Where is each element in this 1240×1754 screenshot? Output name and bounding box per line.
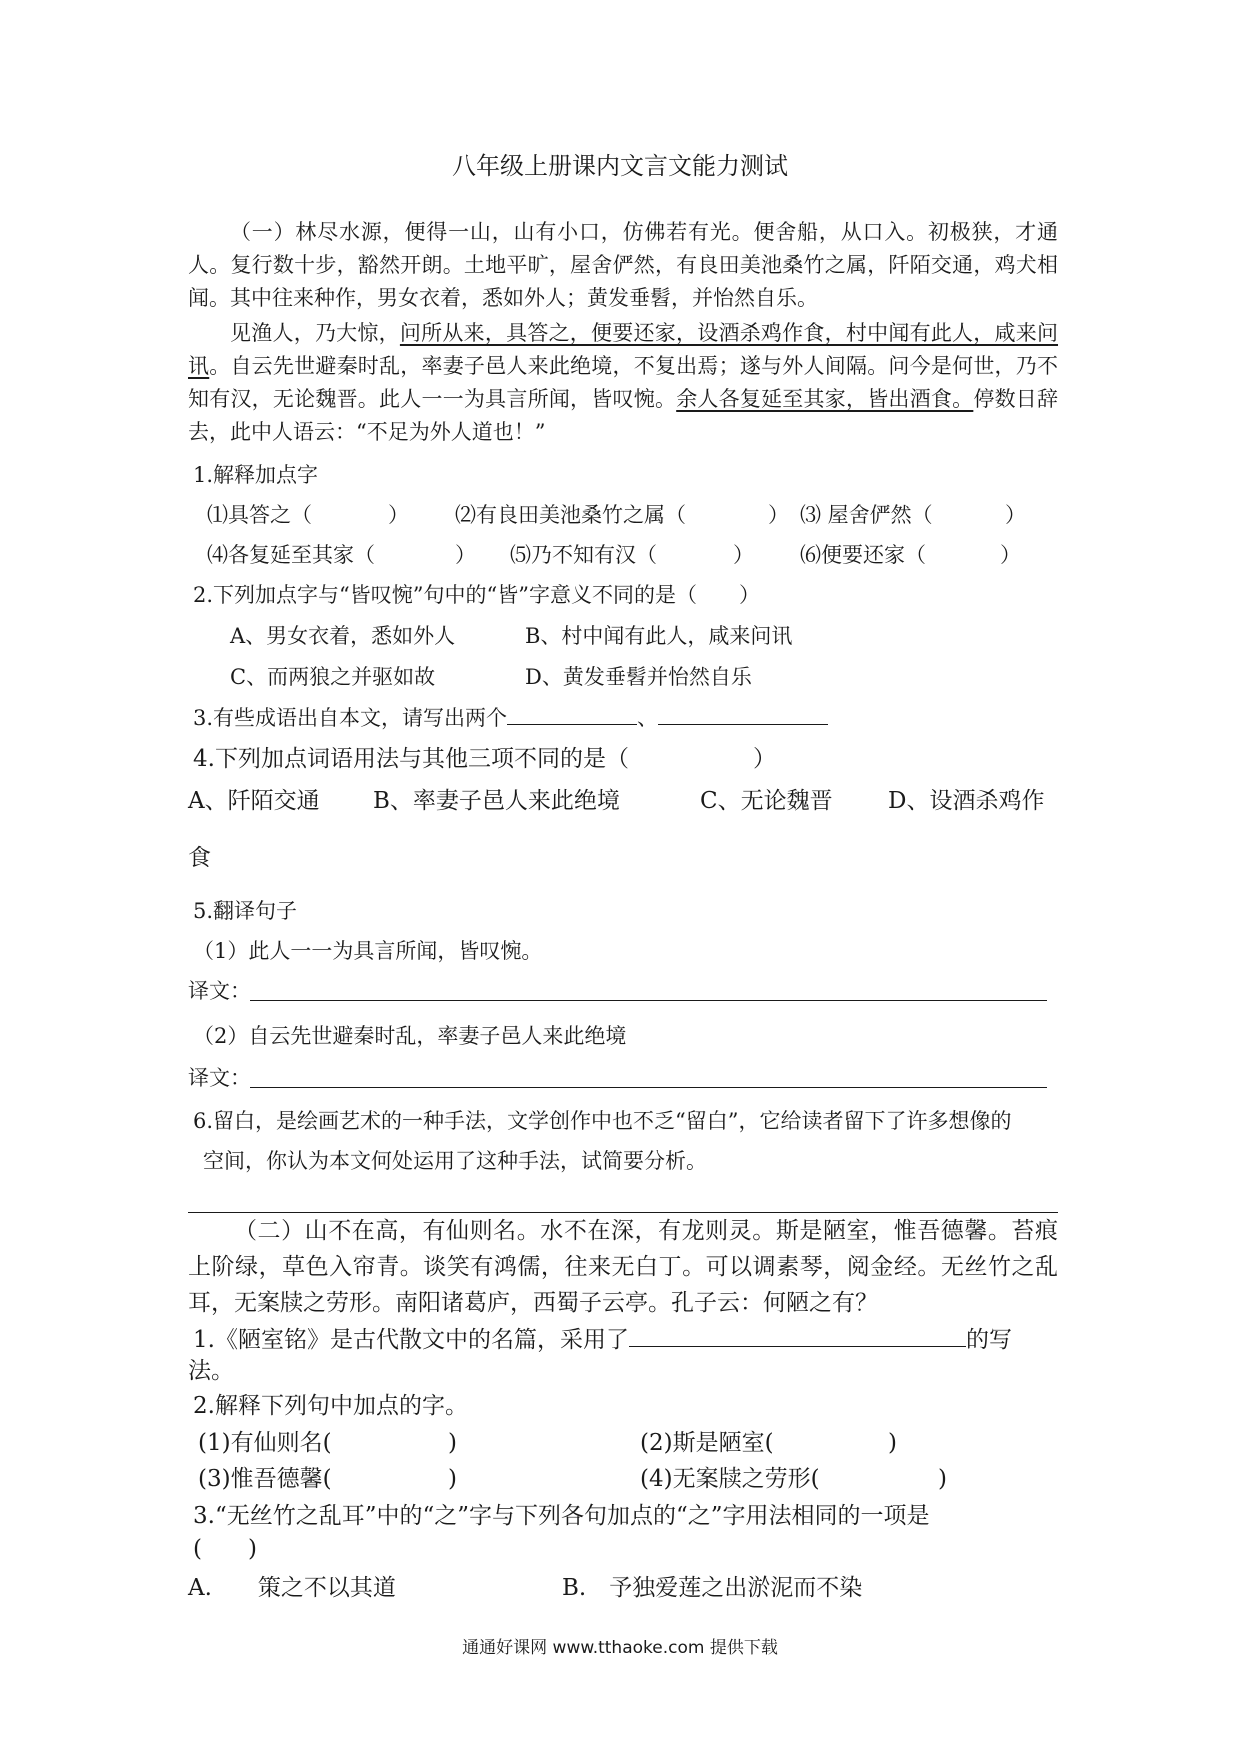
q1-item-3-close: ） bbox=[1005, 503, 1026, 527]
underlined-sentence-1: 问所从来，具答之，便要还家，设酒杀鸡作食，村中闻有此人，咸来问讯 bbox=[188, 321, 1059, 378]
q1-item-5-close: ） bbox=[733, 543, 754, 567]
question-2: 2.下列加点字与“皆叹惋”句中的“皆”字意义不同的是（ ） bbox=[193, 583, 760, 607]
q1-item-6: ⑹便要还家（ bbox=[800, 543, 926, 567]
q2-option-a: A、男女衣着，悉如外人 bbox=[230, 624, 456, 648]
q4-option-d: D、设酒杀鸡作 bbox=[888, 788, 1045, 814]
s2-q2-item-1: (1)有仙则名( bbox=[198, 1430, 332, 1456]
q1-item-4: ⑷各复延至其家（ bbox=[207, 543, 375, 567]
q2-option-d: D、黄发垂髫并怡然自乐 bbox=[525, 665, 752, 689]
q5-translation-label-1: 译文： bbox=[188, 979, 251, 1003]
passage-text: 停数日辞去，此中人语云：“不足为外人道也！” bbox=[188, 387, 1059, 444]
underlined-sentence-2: 余人各复延至其家，皆出酒食。 bbox=[676, 387, 974, 411]
q4-option-a: A、阡陌交通 bbox=[188, 788, 320, 814]
footer-credit: 通通好课网 www.tthaoke.com 提供下载 bbox=[462, 1638, 778, 1658]
s2-question-2: 2.解释下列句中加点的字。 bbox=[193, 1393, 468, 1419]
q3-separator: 、 bbox=[637, 706, 659, 730]
passage-text: 见渔人，乃大惊， bbox=[230, 321, 400, 345]
s2-q1-answer-blank[interactable] bbox=[629, 1322, 966, 1347]
question-6-line-1: 6.留白，是绘画艺术的一种手法，文学创作中也不乏“留白”，它给读者留下了许多想像的 bbox=[193, 1109, 1012, 1133]
s2-question-3-line-1: 3.“无丝竹之乱耳”中的“之”字与下列各句加点的“之”字用法相同的一项是 bbox=[193, 1503, 930, 1529]
q3-answer-blank-1[interactable] bbox=[507, 702, 637, 725]
s2-question-1-cont: 法。 bbox=[188, 1358, 234, 1384]
question-4: 4.下列加点词语用法与其他三项不同的是（ bbox=[193, 746, 629, 772]
q3-answer-blank-2[interactable] bbox=[658, 702, 828, 725]
s2-question-1 bbox=[193, 1322, 1012, 1358]
question-1: 1.解释加点字 bbox=[193, 463, 319, 487]
s2-q2-item-2-close: ) bbox=[888, 1430, 897, 1456]
s2-q2-item-3-close: ) bbox=[448, 1466, 457, 1492]
q2-option-c: C、而两狼之并驱如故 bbox=[230, 665, 436, 689]
q1-item-1-close: ） bbox=[388, 503, 409, 527]
q1-item-4-close: ） bbox=[455, 543, 476, 567]
s2-question-3-line-2: ( ) bbox=[193, 1536, 257, 1562]
s2-q2-item-3: (3)惟吾德馨( bbox=[198, 1466, 332, 1492]
q1-item-2-close: ） bbox=[768, 503, 789, 527]
s2-q2-item-2: (2)斯是陋室( bbox=[640, 1430, 774, 1456]
s2-q2-item-4: (4)无案牍之劳形( bbox=[640, 1466, 820, 1492]
passage-text: 。自云先世避秦时乱，率妻子邑人来此绝境，不复出焉；遂与外人间隔。问今是何世，乃不知有汉，无论魏晋。此人一一为具言所闻，皆叹惋。 bbox=[188, 354, 1059, 411]
q5-answer-line-1[interactable] bbox=[250, 1000, 1047, 1001]
s2-q3-option-a: A. 策之不以其道 bbox=[188, 1575, 396, 1601]
q2-option-b: B、村中闻有此人，咸来问讯 bbox=[525, 624, 793, 648]
s2-q3-option-b: B. 予独爱莲之出淤泥而不染 bbox=[562, 1575, 863, 1601]
q1-item-1: ⑴具答之（ bbox=[207, 503, 312, 527]
s2-q2-item-4-close: ) bbox=[938, 1466, 947, 1492]
question-6-line-2: 空间，你认为本文何处运用了这种手法，试简要分析。 bbox=[203, 1149, 707, 1173]
q5-sentence-2: （2）自云先世避秦时乱，率妻子邑人来此绝境 bbox=[193, 1024, 627, 1048]
question-3 bbox=[193, 702, 828, 735]
passage-1-paragraph-1: （一）林尽水源，便得一山，山有小口，仿佛若有光。便舍船，从口入。初极狭，才通人。复行数十步，豁然开朗。土地平旷，屋舍俨然，有良田美池桑竹之属，阡陌交通，鸡犬相闻。其中往来种作，男女衣着，悉如外人；黄发垂髫，并怡然自乐。 bbox=[188, 220, 1058, 310]
q1-item-3: ⑶ 屋舍俨然（ bbox=[800, 503, 933, 527]
q5-sentence-1: （1）此人一一为具言所闻，皆叹惋。 bbox=[193, 939, 543, 963]
passage-1-paragraph-2 bbox=[188, 317, 1058, 449]
q1-item-6-close: ） bbox=[1000, 543, 1021, 567]
q1-item-2: ⑵有良田美池桑竹之属（ bbox=[455, 503, 686, 527]
s2-q2-item-1-close: ) bbox=[448, 1430, 457, 1456]
q5-answer-line-2[interactable] bbox=[250, 1087, 1047, 1088]
page-title: 八年级上册课内文言文能力测试 bbox=[452, 152, 788, 180]
q5-translation-label-2: 译文： bbox=[188, 1066, 251, 1090]
q4-option-d-tail: 食 bbox=[188, 845, 211, 871]
question-5: 5.翻译句子 bbox=[193, 899, 298, 923]
passage-2: （二）山不在高，有仙则名。水不在深，有龙则灵。斯是陋室，惟吾德馨。苔痕上阶绿，草色入帘青。谈笑有鸿儒，往来无白丁。可以调素琴，阅金经。无丝竹之乱耳，无案牍之劳形。南阳诸葛庐，西蜀子云亭。孔子云：何陋之有？ bbox=[188, 1218, 1058, 1316]
q4-option-c: C、无论魏晋 bbox=[700, 788, 833, 814]
q3-text: 3.有些成语出自本文，请写出两个 bbox=[193, 706, 508, 730]
s2-q1-text: 1.《陋室铭》是古代散文中的名篇，采用了 bbox=[193, 1327, 629, 1353]
q1-item-5: ⑸乃不知有汉（ bbox=[510, 543, 657, 567]
q4-close-paren: ） bbox=[753, 746, 776, 772]
s2-q1-text-tail: 的写 bbox=[965, 1327, 1012, 1353]
q4-option-b: B、率妻子邑人来此绝境 bbox=[373, 788, 620, 814]
